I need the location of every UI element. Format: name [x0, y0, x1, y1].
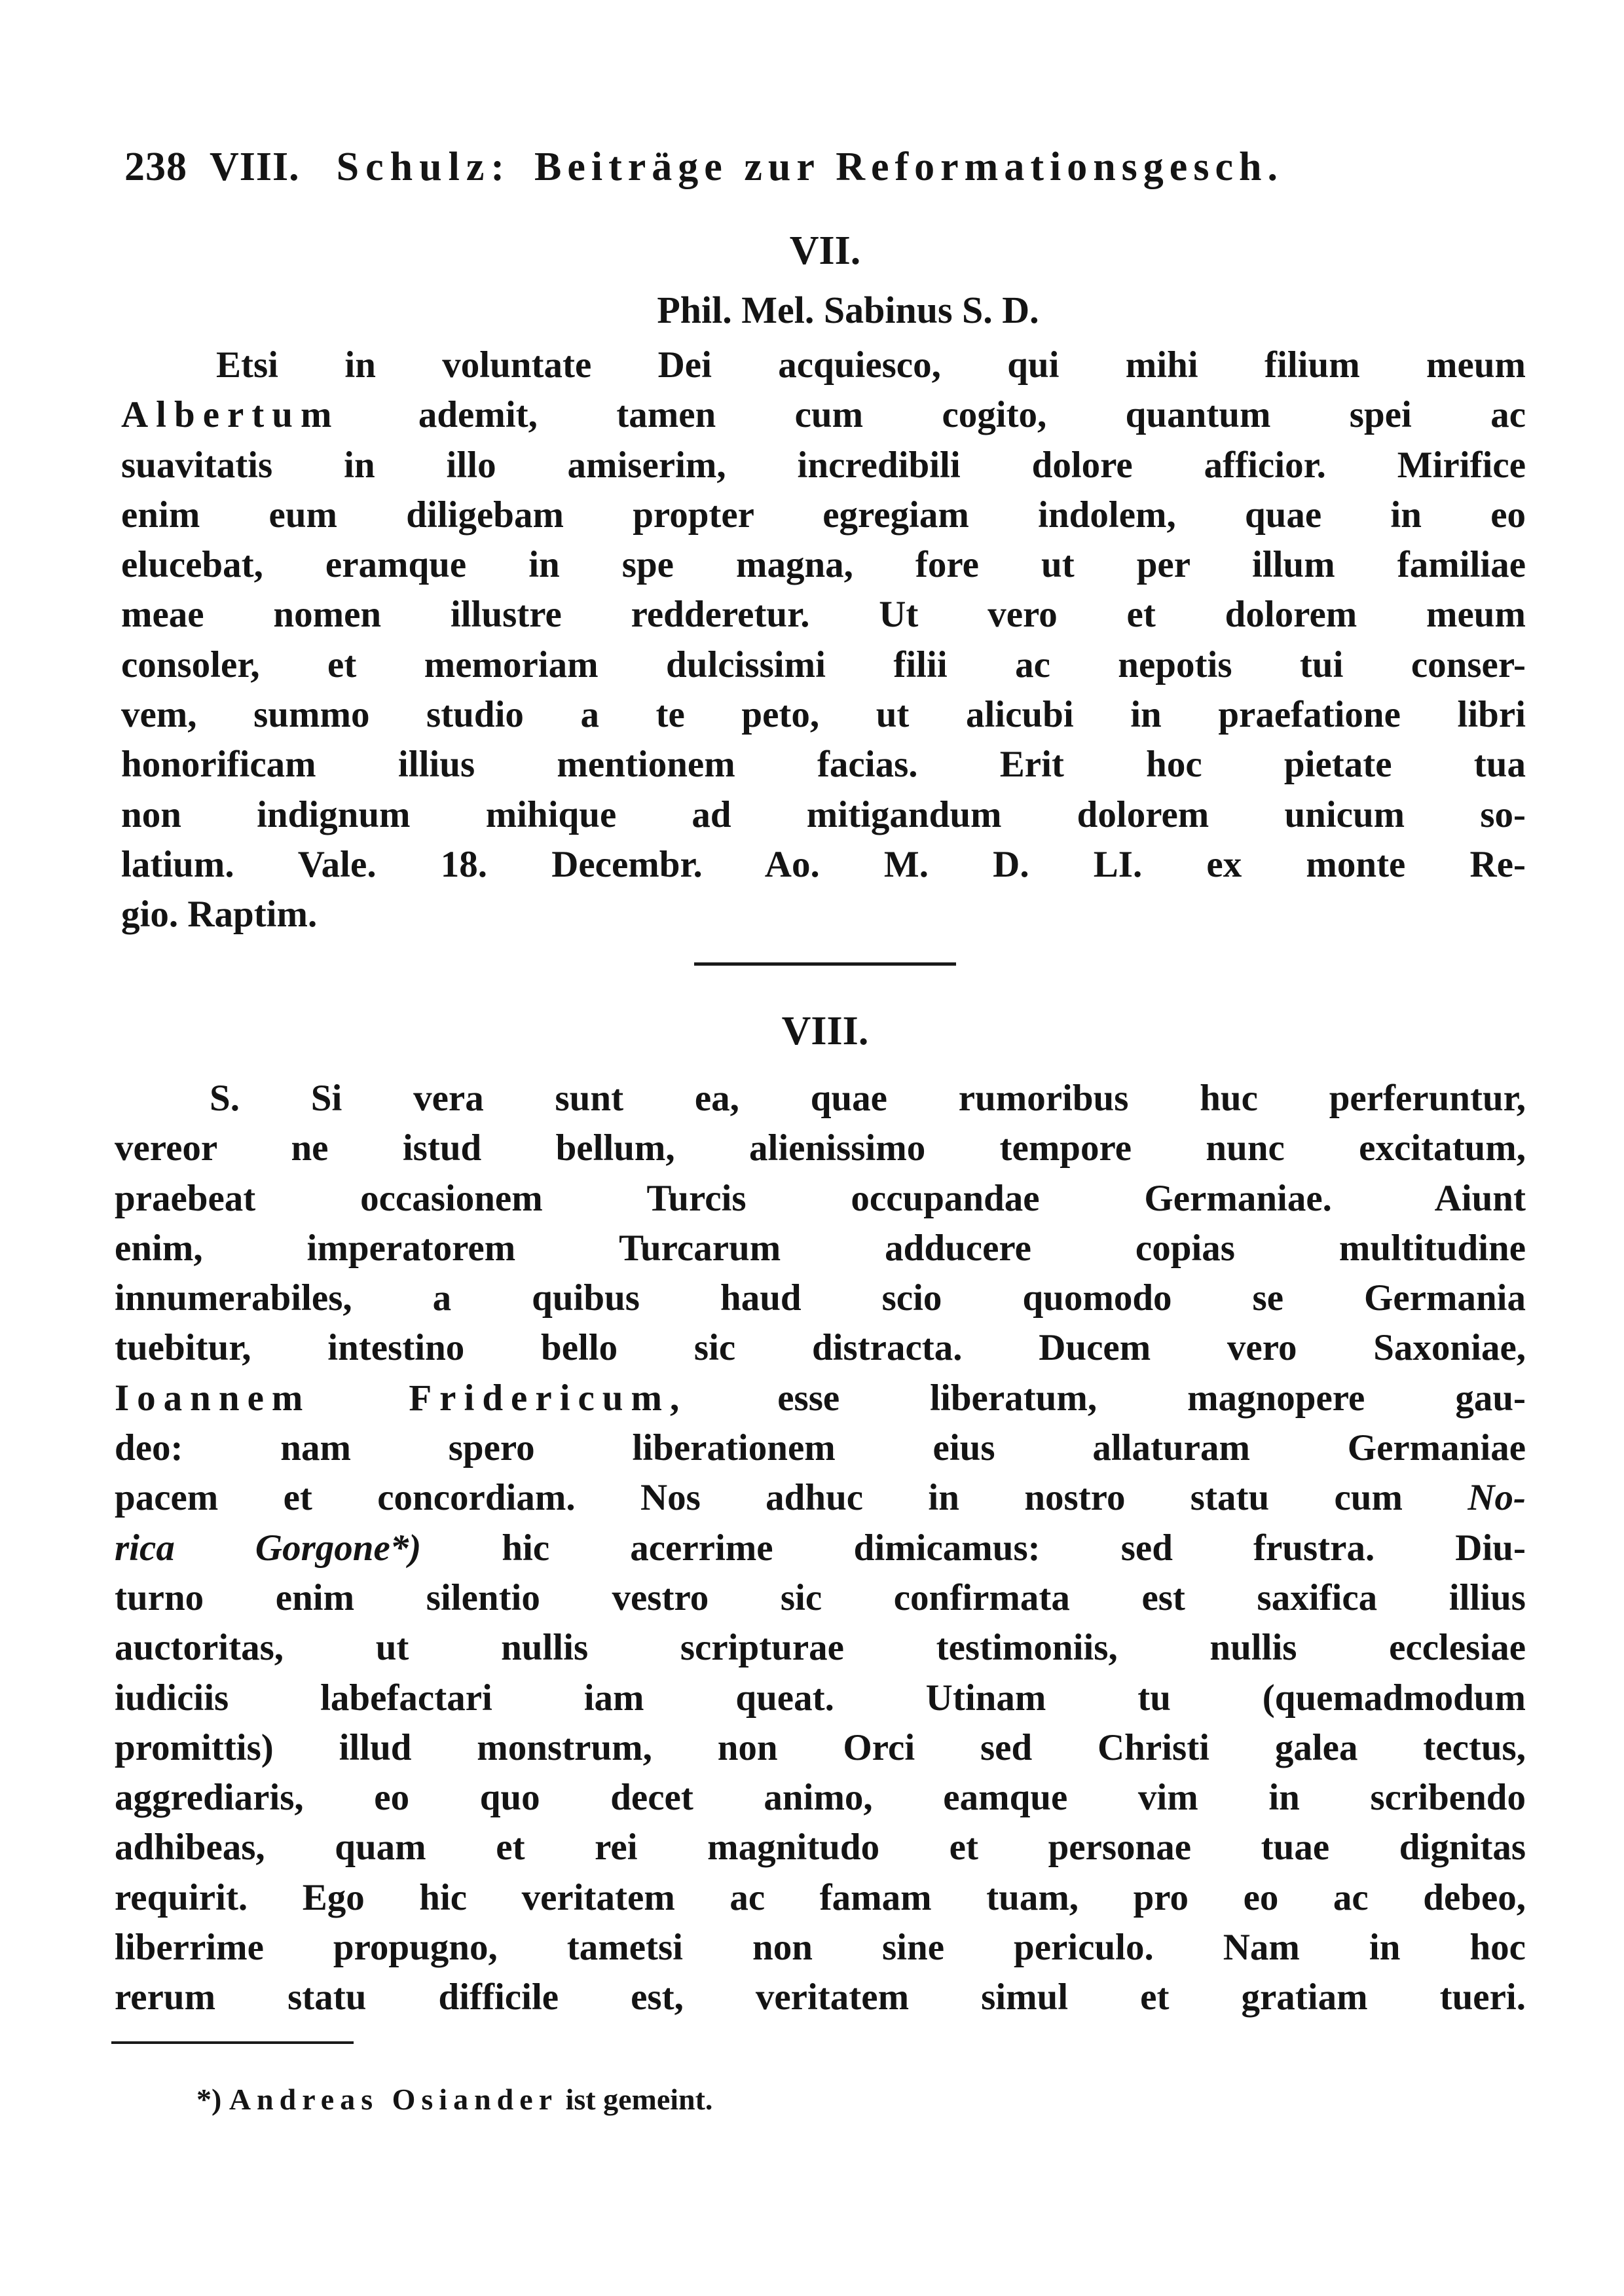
text-fragment: pacem et concordiam. Nos adhuc in nostro statu cum — [115, 1477, 1403, 1519]
text-line: suavitatis in illo amiserim, incredibili dolore afficior. Mirifice — [121, 444, 1526, 486]
text-line — [115, 1473, 1526, 1523]
text-line: non indignum mihique ad mitigandum dolorem unicum so- — [121, 793, 1526, 835]
text-line: innumerabiles, a quibus haud scio quomodo se Germania — [115, 1277, 1526, 1319]
spaced-name: Ioannem Fridericum, — [115, 1377, 688, 1419]
text-line: deo: nam spero liberationem eius allaturam Germaniae — [115, 1427, 1526, 1469]
text-fragment: esse liberatum, magnopere gau- — [777, 1377, 1526, 1419]
text-line: Etsi in voluntate Dei acquiesco, qui mihi filium meum — [216, 344, 1526, 386]
letter-viii-body — [115, 1074, 1526, 2023]
footnote-marker: *) — [196, 2083, 222, 2116]
italic-fragment: No- — [1467, 1477, 1526, 1519]
footnote-text: ist gemeint. — [565, 2083, 713, 2116]
author-name: Schulz: — [336, 145, 511, 189]
text-line: gio. Raptim. — [121, 894, 318, 936]
letter-vii-numeral: VII. — [789, 228, 861, 273]
text-line: tuebitur, intestino bello sic distracta. Ducem vero Saxoniae, — [115, 1327, 1526, 1369]
text-line — [121, 390, 1526, 440]
text-line: requirit. Ego hic veritatem ac famam tuam, pro eo ac debeo, — [115, 1876, 1526, 1918]
text-line: enim eum diligebam propter egregiam indolem, quae in eo — [121, 494, 1526, 536]
text-line: auctoritas, ut nullis scripturae testimoniis, nullis ecclesiae — [115, 1627, 1526, 1669]
chapter-number: VIII. — [210, 145, 300, 189]
text-fragment: hic acerrime dimicamus: sed frustra. Diu- — [502, 1527, 1526, 1569]
text-line: aggrediaris, eo quo decet animo, eamque vim in scribendo — [115, 1777, 1526, 1819]
text-line — [115, 1523, 1526, 1573]
footnote — [196, 2082, 712, 2117]
section-divider — [694, 962, 956, 966]
running-head — [124, 144, 1526, 203]
running-title: Beiträge zur Reformationsgesch. — [534, 145, 1283, 189]
text-line: iudiciis labefactari iam queat. Utinam tu (quemadmodum — [115, 1677, 1526, 1719]
text-line: enim, imperatorem Turcarum adducere copias multitudine — [115, 1227, 1526, 1269]
text-line: praebeat occasionem Turcis occupandae Germaniae. Aiunt — [115, 1177, 1526, 1219]
text-fragment: ademit, tamen cum cogito, quantum spei ac — [418, 394, 1526, 436]
text-line: S. Si vera sunt ea, quae rumoribus huc perferuntur, — [210, 1078, 1526, 1119]
page-number: 238 — [124, 145, 187, 189]
spaced-name: Albertum — [121, 394, 340, 436]
text-line — [115, 1374, 1526, 1423]
text-line: latium. Vale. 18. Decembr. Ao. M. D. LI. ex monte Re- — [121, 843, 1526, 885]
text-line: honorificam illius mentionem facias. Erit hoc pietate tua — [121, 744, 1526, 786]
text-line: liberrime propugno, tametsi non sine periculo. Nam in hoc — [115, 1927, 1526, 1969]
footnote-reference: rica Gorgone*) — [115, 1527, 422, 1569]
text-line: adhibeas, quam et rei magnitudo et personae tuae dignitas — [115, 1827, 1526, 1868]
letter-viii-numeral: VIII. — [781, 1009, 869, 1053]
text-line: rerum statu difficile est, veritatem simul et gratiam tueri. — [115, 1977, 1526, 2018]
text-line: consoler, et memoriam dulcissimi filii ac nepotis tui conser- — [121, 644, 1526, 685]
text-line: vem, summo studio a te peto, ut alicubi in praefatione libri — [121, 694, 1526, 736]
text-line: elucebat, eramque in spe magna, fore ut per illum familiae — [121, 544, 1526, 586]
text-line: vereor ne istud bellum, alienissimo tempore nunc excitatum, — [115, 1127, 1526, 1169]
letter-vii-address: Phil. Mel. Sabinus S. D. — [657, 289, 1039, 331]
text-line: meae nomen illustre redderetur. Ut vero et dolorem meum — [121, 594, 1526, 636]
footnote-divider — [111, 2041, 354, 2044]
text-line: promittis) illud monstrum, non Orci sed Christi galea tectus, — [115, 1726, 1526, 1768]
text-line: turno enim silentio vestro sic confirmata est saxifica illius — [115, 1576, 1526, 1618]
letter-vii-body — [121, 340, 1526, 940]
footnote-name: Andreas Osiander — [229, 2083, 559, 2116]
